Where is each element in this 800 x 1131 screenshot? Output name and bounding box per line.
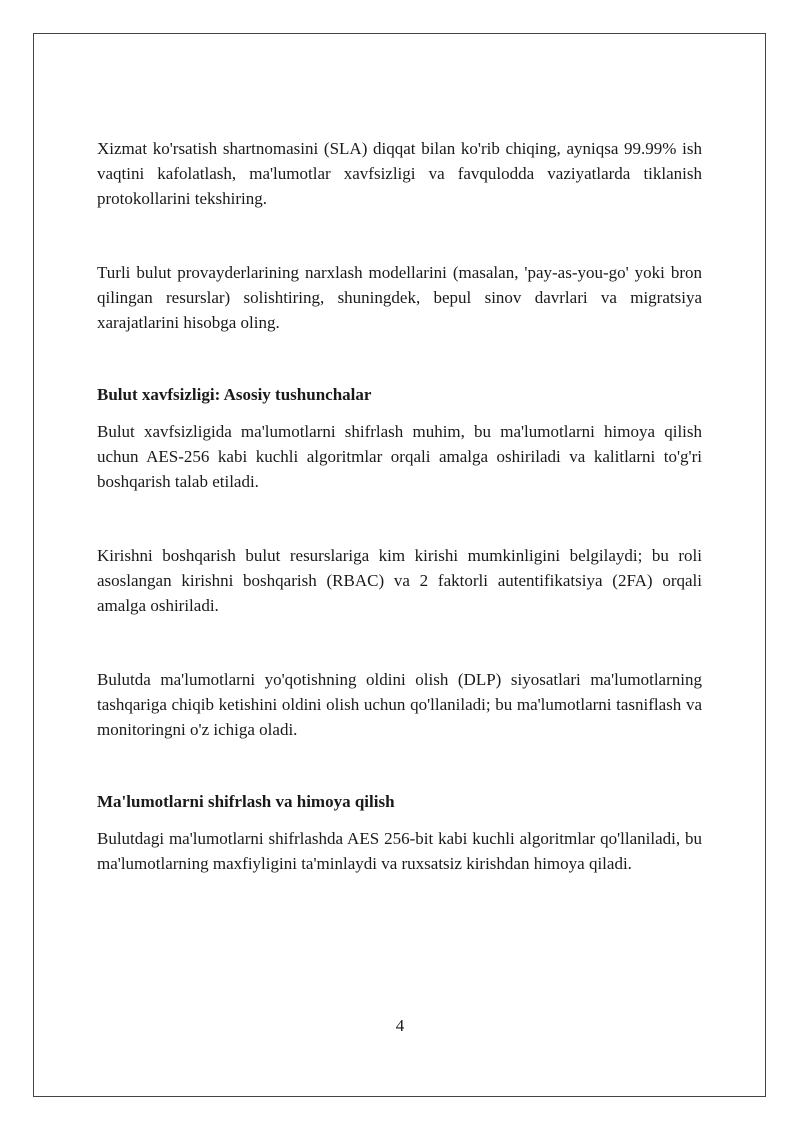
page-number: 4 (395, 1016, 405, 1035)
heading-cloud-security: Bulut xavfsizligi: Asosiy tushunchalar (97, 385, 372, 404)
document-body (97, 136, 702, 876)
paragraph-sla-review: Xizmat ko'rsatish shartnomasini (SLA) diqqat bilan ko'rib chiqing, ayniqsa 99.99% ish vaqtini kafolatlash, ma'lumotlar xavfsizligi va favqulodda vaziyatlarda tiklanish protokollarini tekshiring. (97, 139, 702, 208)
paragraph-aes-encryption: Bulutdagi ma'lumotlarni shifrlashda AES 256-bit kabi kuchli algoritmlar qo'llaniladi, bu ma'lumotlarning maxfiyligini ta'minlaydi va ruxsatsiz kirishdan himoya qiladi. (97, 829, 702, 873)
paragraph-pricing-models: Turli bulut provayderlarining narxlash modellarini (masalan, 'pay-as-you-go' yoki bron qilingan resurslar) solishtiring, shuningdek, bepul sinov davrlari va migratsiya xarajatlarini hisobga oling. (97, 263, 702, 332)
heading-data-encryption: Ma'lumotlarni shifrlash va himoya qilish (97, 792, 395, 811)
paragraph-access-control: Kirishni boshqarish bulut resurslariga kim kirishi mumkinligini belgilaydi; bu roli asoslangan kirishni boshqarish (RBAC) va 2 faktorli autentifikatsiya (2FA) orqali amalga oshiriladi. (97, 546, 702, 615)
paragraph-encryption-basics: Bulut xavfsizligida ma'lumotlarni shifrlash muhim, bu ma'lumotlarni himoya qilish uchun AES-256 kabi kuchli algoritmlar orqali amalga oshiriladi va kalitlarni to'g'ri boshqarish talab etiladi. (97, 422, 702, 491)
paragraph-dlp-policies: Bulutda ma'lumotlarni yo'qotishning oldini olish (DLP) siyosatlari ma'lumotlarning tashqariga chiqib ketishini oldini olish uchun qo'llaniladi; bu ma'lumotlarni tasniflash va monitoringni o'z ichiga oladi. (97, 670, 702, 739)
